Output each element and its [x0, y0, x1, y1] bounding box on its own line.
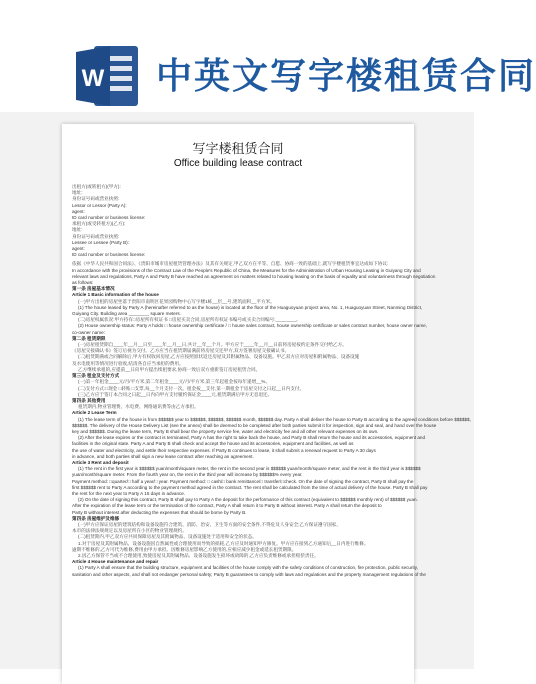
document-line: In accordance with the provisions of the Contract Law of the People's Republic of China, the Measures for the Administration of Urban Housing Leasing in Guiyang City and	[72, 267, 421, 273]
document-line: (2) After the lease expires or the contract is terminated, Party A has the right to take back the house, and Party B shall return the house and its accessories, equipment and	[78, 435, 426, 441]
svg-text:W: W	[81, 65, 105, 92]
document-line: 2.因乙方保管不当或不合理使用,致使房屋及其附属物品、设备设施发生损坏或故障的,乙方应负责维修或承担赔偿责任。	[78, 552, 319, 558]
document-line: (三)乙方应于签订本合同之日起__日内向甲方支付履约保证金____元,租赁期满后甲方无息退还。	[78, 391, 273, 397]
document-line: ID card number or business license:	[72, 215, 146, 221]
document-line: (1) Party A shall ensure that the building structure, equipment and facilities of the house comply with the safety conditions of construction, fire protection, public security,	[78, 565, 419, 571]
document-line: Payment method: □quarter/□ half a year/□ year. Payment method: □ cash/□ bank remittance/□ transfer/□check. On the date of signing the contract, Party B shall pay the	[72, 478, 414, 484]
document-line: the use of water and electricity, and settle their respective expenses. If Party B continues to lease, it shall submit a renewal request to Party A 30 days	[72, 447, 376, 453]
document-line: 承租方(或受转租方)(乙方):	[72, 221, 126, 227]
document-line: (一)甲方应保证房屋的建筑结构和设备设施符合建筑、消防、治安、卫生等方面的安全条件,不得危及人身安全;乙方保证遵守国家、	[78, 521, 341, 527]
document-line: 租赁期内,物业管理费、水电费、网络通讯费等由乙方承担。	[78, 404, 199, 410]
document-title-en: Office building lease contract	[173, 158, 303, 169]
document-line: Article 2 Lease Term	[72, 410, 117, 416]
document-line: 身份证号码或营业执照:	[72, 196, 120, 202]
document-line: (二)支付方式:□现金 □转账 □支票,每__个月支付一次。租金按__支付,第一期租金于房屋交付之日起__日内支付。	[78, 385, 305, 391]
document-line: After the expiration of the lease term or the termination of the contract, Party A shall return it to Party B without interest. Party A shall return the deposit to	[72, 503, 382, 509]
document-line: Article 1 Basic information of the house	[72, 292, 159, 298]
document-page	[62, 124, 471, 684]
document-line: Lessor or Lessor (Party A):	[72, 202, 127, 208]
document-line: facilities in the original state. Party A and Party B shall check and accept the house and its accessories, equipment and facilities, as well as	[72, 441, 354, 447]
document-line: 乙方继续承租的,应提前__日向甲方提出续租要求,协商一致后双方重新签订房屋租赁合同。	[78, 366, 261, 372]
document-line: 第四条 房屋维护及维修	[72, 515, 120, 521]
document-line: (1) The lease term of the house is from $$$$$$ year to $$$$$$, $$$$$$, $$$$$$ month, $$$$$$ day. Party A shall deliver the house to Party B according to the agreed conditions before $$$$$$,	[78, 416, 471, 422]
document-line: $$$$$$. The delivery of the House Delivery List (see the annex) shall be deemed to be completed after both parties submit it for inspection, sign and seal, and hand over the house	[72, 422, 437, 428]
document-line: (2) House ownership status: Party A holds □ house ownership certificate / □ house sales contract, house ownership certificate or sales contract number, house owner name,	[78, 323, 427, 329]
document-title-cn: 写字楼租赁合同	[192, 142, 284, 157]
document-line: 第三条 租金及支付方式	[72, 373, 120, 379]
document-line: 1.对于房屋及其附属物品、设备设施因自然属性或合理使用而导致的损耗,乙方应及时通知甲方修复。甲方应在接到乙方通知后__日内进行维修。	[78, 540, 369, 546]
document-line: 身份证号码或营业执照:	[72, 233, 120, 239]
page-title: 中英文写字楼租赁合同	[156, 56, 536, 97]
document-line: (二)租赁期满或合同解除后,甲方有权收回房屋,乙方应按照原状返还房屋及其附属物品、设备设施。甲乙双方应对房屋和附属物品、设备设施	[78, 354, 360, 360]
document-line: 第一条 房屋基本情况	[72, 286, 115, 292]
document-line: the rent for the next year to Party A 15 days in advance.	[72, 490, 186, 496]
document-line: co-owner name:	[72, 329, 105, 335]
document-line: sanitation and other aspects, and shall not endanger personal safety; Party B guarantees to comply with laws and regulations and the property management regulations of the	[72, 571, 426, 577]
document-line: 出租方(或转租方)(甲方):	[72, 184, 121, 189]
document-line: first $$$$$$ rent to Party A according to the payment method agreed in the contract. The rent shall be calculated from the time of actual delivery of the house. Party B shall pay	[72, 484, 428, 490]
document-line: (2) On the date of signing this contract, Party B shall pay to Party A the deposit for the performance of this contract (equivalent to $$$$$$ monthly rent) of $$$$$$ yuan.	[78, 497, 418, 503]
document-line: (一)甲方出租的房屋坐落于贵阳市南明区花果园购物中心写字楼1栋__层__号,建筑面积__平方米。	[78, 298, 275, 304]
document-preview-area	[0, 112, 474, 669]
page-header	[0, 0, 536, 112]
document-line: 逾期不维修的,乙方可代为维修,费用由甲方承担。因维修房屋影响乙方使用的,应相应减少租金或延长租赁期限。	[72, 546, 297, 552]
document-line: Party B without interest after deducting the expenses that should be borne by Party B.	[72, 509, 247, 515]
document-line: in advance, and both parties shall sign a new lease contract after reaching an agreement.	[72, 453, 254, 459]
document-line: relevant laws and regulations, Party A and Party B have reached an agreement on matters related to housing leasing on the basis of equality and voluntariness through negotiation	[72, 273, 436, 279]
document-line: 《房屋交接确认书》签订后视为交付。乙方应当在租赁期届满前将房屋交还甲方,双方签署房屋交接确认书。	[72, 348, 290, 354]
document-line: ID card number or business license:	[72, 252, 146, 258]
document-line: (1) The house leased by Party A (hereinafter referred to as the house) is located at the floor of the Huaguoyuan project area, No. 1, Huaguoyuan Street, Nanming District,	[78, 304, 423, 310]
document-line: agent:	[72, 246, 85, 252]
document-line: (一)房屋租赁期自____年__月__日至____年__月__日,共计__年__个月。甲方应于____年__月__日前将房屋按约定条件交付给乙方。	[78, 342, 347, 348]
document-line: Article 4 House maintenance and repair	[72, 559, 159, 565]
document-line: yuan/month/square meter. From the fourth year on, the rent in the third year will increase by $$$$$$% every year.	[72, 472, 303, 478]
document-line: Article 3 Rent and deposit	[72, 459, 129, 465]
word-icon	[72, 40, 144, 112]
document-line: (二)租赁期内,甲乙双方应共同保障房屋及其附属物品、设备设施处于适用和安全的状态。	[78, 534, 257, 540]
document-line: 第二条 租赁期限	[72, 335, 106, 341]
document-line: agent:	[72, 208, 85, 214]
document-line: 地址:	[72, 227, 83, 233]
document-line: 第四条 其他费用	[72, 397, 106, 403]
document-line: (1) The rent in the first year is $$$$$$ yuan/month/square meter, the rent in the second year is $$$$$$ yuan/month/square meter, and the rent in the third year is $$$$$$	[78, 466, 421, 472]
document-line: as follows:	[72, 280, 94, 286]
document-line: (二)房屋权属状况:甲方持有□房屋所有权证书 □房屋买卖合同,房屋所有权证书编号或买卖合同编号:________。	[78, 317, 301, 323]
document-line: key and $$$$$$. During the lease term, Party B shall bear the property service fee, water and electricity fee and all other relevant expenses on its own.	[72, 428, 379, 434]
document-line: 依据《中华人民共和国合同法》、《贵阳市城市房屋租赁管理办法》及其有关规定,甲乙双方在平等、自愿、协商一致的基础上,就写字楼租赁事宜达成如下协议:	[72, 261, 389, 267]
document-line: 本市的法律法规规定以及房屋所在小区的物业管理规约。	[72, 528, 187, 534]
document-line: Guiyang City. Building area ________ square meters.	[72, 311, 181, 317]
document-line: 及水电使用等情况进行验收,结清各自应当承担的费用。	[72, 360, 184, 366]
document-line: 地址:	[72, 190, 83, 196]
document-line: (一)第一年租金____元/月/平方米,第二年租金____元/月/平方米,第三年起租金按每年递增__%。	[78, 379, 270, 385]
document-line: Lessee or Lessee (Party B):	[72, 239, 129, 245]
document-body	[72, 184, 471, 578]
